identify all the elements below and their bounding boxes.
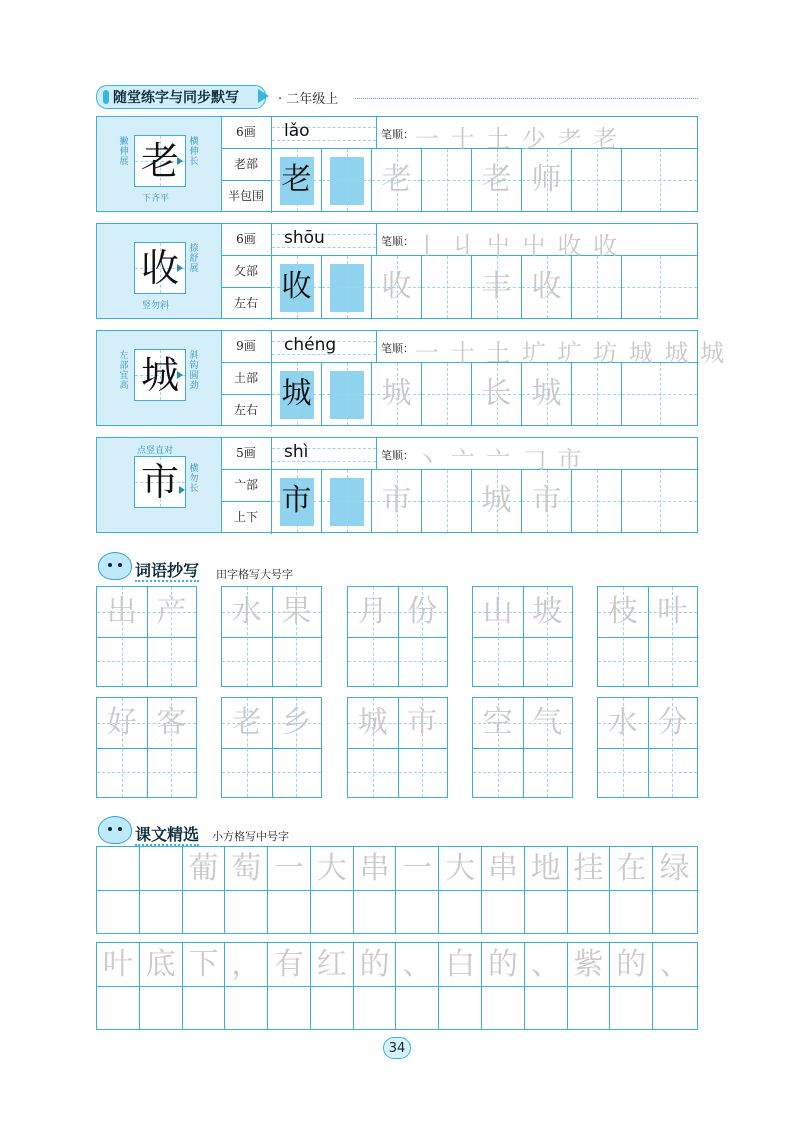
passage-line[interactable] [96,942,698,1030]
page-number: 34 [383,1037,411,1059]
trace-char: 月 [357,594,388,629]
trace-char: 老 [381,162,412,197]
practice-cell[interactable] [522,149,572,211]
trace-char: 师 [531,162,562,197]
passage-char: 的 [482,943,525,986]
practice-cell[interactable] [472,149,522,211]
structure: 左右 [221,288,272,320]
trace-char: 市 [281,483,312,518]
character-card [97,224,222,318]
character-row [96,330,727,426]
stroke-order-label: 笔顺： [381,235,414,248]
practice-cell[interactable] [572,149,622,211]
word-grid[interactable] [96,697,197,798]
passage-section-title: 课文精选 [135,825,200,844]
character-card [97,438,222,532]
words-section-title: 词语抄写 [135,561,200,580]
book-title: 随堂练字与同步默写 [113,90,239,106]
practice-cell [272,149,322,211]
model-char-box [134,456,186,508]
character-row [96,223,698,319]
practice-cell[interactable] [372,149,422,211]
trace-char: 城 [281,376,312,411]
practice-cell [272,470,322,532]
word-grid[interactable] [347,586,448,687]
word-grid[interactable] [597,586,698,687]
passage-char: 一 [268,847,311,890]
passage-line[interactable] [96,846,698,934]
stroke-order-cell [376,117,697,153]
trace-char: 市 [407,705,438,740]
stroke-count: 9画 [221,331,272,363]
trace-char: 老 [481,162,512,197]
passage-char: 、 [525,943,568,986]
practice-cell[interactable] [372,256,422,318]
pinyin-cell [272,224,376,256]
passage-char: 下 [183,943,226,986]
trace-char: 城 [481,483,512,518]
practice-grid [272,149,697,211]
passage-char: 大 [311,847,354,890]
passage-char: 紫 [568,943,611,986]
writing-tip: 左部宜高 [119,351,129,391]
trace-char: 收 [531,269,562,304]
writing-tip: 撇伸展 [119,137,129,167]
stroke-order-label: 笔顺： [381,342,414,355]
practice-cell[interactable] [522,256,572,318]
practice-cell[interactable] [422,256,472,318]
writing-tip: 点竖直对 [137,446,174,456]
passage-char: 挂 [568,847,611,890]
trace-char: 收 [381,269,412,304]
passage-char: 大 [439,847,482,890]
cat-mascot-icon [98,552,132,580]
structure: 上下 [221,502,272,534]
passage-char: 、 [659,947,690,982]
trace-char: 产 [156,594,187,629]
pinyin: lǎo [284,121,310,141]
trace-char: 老 [231,705,262,740]
trace-char: 份 [407,594,438,629]
model-char: 收 [140,246,179,290]
trace-char: 坡 [532,594,563,629]
trace-char: 长 [481,376,512,411]
pointer-icon [177,264,183,272]
trace-char: 山 [482,594,513,629]
radical: 土部 [221,363,272,395]
trace-char: 市 [531,483,562,518]
character-row [96,437,698,533]
pointer-icon [177,157,183,165]
word-grid[interactable] [221,697,322,798]
practice-cell [272,363,322,425]
character-card [97,331,222,425]
practice-cell[interactable] [322,363,372,425]
practice-cell[interactable] [572,470,622,532]
stroke-count: 5画 [221,438,272,470]
pinyin: shì [284,442,309,462]
trace-char: 丰 [481,269,512,304]
stroke-count: 6画 [221,224,272,256]
practice-cell[interactable] [622,149,697,211]
trace-char: 好 [106,705,137,740]
passage-char: 、 [397,943,440,986]
practice-grid [272,363,697,425]
practice-cell[interactable] [372,363,422,425]
character-row [96,116,698,212]
practice-cell[interactable] [422,470,472,532]
practice-cell[interactable] [372,470,422,532]
writing-tip: 捺舒展 [189,244,199,274]
passage-char: 红 [311,943,354,986]
radical: 老部 [221,149,272,181]
stroke-order: 丶 亠 亠 𠃌 市 [415,446,584,474]
word-grid[interactable] [347,697,448,798]
practice-grid [272,256,697,318]
practice-cell[interactable] [472,256,522,318]
practice-cell[interactable] [572,256,622,318]
blank-writing-row[interactable] [97,890,697,933]
trace-char: 市 [381,483,412,518]
stroke-order: 一 十 土 圹 圹 坊 城 城 城 [415,339,727,367]
passage-char: 串 [354,847,397,890]
stroke-order: 丨 丩 屮 屮 收 收 [415,232,620,260]
passage-char: 底 [140,943,183,986]
pinyin: shōu [284,228,325,248]
practice-cell[interactable] [622,470,697,532]
trace-char: 客 [156,705,187,740]
passage-char: 萄 [225,847,268,890]
writing-tip: 竖勿斜 [142,301,170,311]
trace-char: 老 [281,162,312,197]
stroke-order-label: 笔顺： [381,128,414,141]
trace-char: 出 [106,594,137,629]
words-section-subtitle: 田字格写大号字 [216,568,293,581]
word-grid[interactable] [472,697,573,798]
pinyin-cell [272,331,376,363]
structure: 半包围 [221,181,272,213]
grade-label: · 二年级上 [278,92,339,107]
practice-cell[interactable] [472,363,522,425]
practice-cell[interactable] [522,470,572,532]
writing-tip: 斜钩圆劲 [189,351,199,391]
practice-cell[interactable] [572,363,622,425]
practice-cell[interactable] [622,256,697,318]
trace-char: 果 [281,594,312,629]
practice-cell[interactable] [322,470,372,532]
passage-char: 有 [268,943,311,986]
passage-section-subtitle: 小方格写中号字 [212,830,289,843]
practice-grid [272,470,697,532]
passage-char: ， [225,943,268,986]
pinyin: chéng [284,335,337,355]
trace-char: 叶 [657,594,688,629]
writing-tip: 横勿长 [189,464,199,494]
character-card [97,117,222,211]
passage-char: 在 [610,847,653,890]
stroke-order: 一 十 土 少 耂 老 [415,125,620,153]
arrow-icon [258,89,269,103]
word-grid[interactable] [597,697,698,798]
blank-writing-row[interactable] [97,986,697,1029]
trace-char: 乡 [281,705,312,740]
radical: 亠部 [221,470,272,502]
pinyin-cell [272,438,376,470]
header-divider [355,98,698,99]
writing-tip: 下齐平 [142,194,170,204]
passage-char: 绿 [659,851,690,886]
word-grid[interactable] [221,586,322,687]
passage-char [140,847,183,890]
model-char: 市 [140,460,179,504]
passage-char: 叶 [97,943,140,986]
stroke-count: 6画 [221,117,272,149]
practice-cell[interactable] [422,363,472,425]
trace-char: 空 [482,705,513,740]
writing-tip: 横伸长 [189,137,199,167]
trace-char: 水 [607,705,638,740]
pointer-icon [179,486,185,494]
passage-char: 串 [482,847,525,890]
passage-char: 白 [439,943,482,986]
word-grid[interactable] [96,586,197,687]
practice-cell[interactable] [322,149,372,211]
stroke-order-cell [376,224,697,260]
practice-cell [272,256,322,318]
passage-char: 的 [610,943,653,986]
model-char: 老 [140,139,179,183]
practice-cell[interactable] [522,363,572,425]
trace-char: 分 [657,705,688,740]
trace-char: 枝 [607,594,638,629]
practice-cell[interactable] [622,363,697,425]
pinyin-cell [272,117,376,149]
trace-char: 城 [357,705,388,740]
trace-char: 城 [531,376,562,411]
passage-char: 葡 [183,847,226,890]
model-char: 城 [140,353,179,397]
passage-char: 地 [525,847,568,890]
passage-char [97,847,140,890]
trace-char: 城 [381,376,412,411]
passage-char: 的 [354,943,397,986]
passage-char: 一 [397,847,440,890]
stroke-order-cell [376,438,697,474]
practice-cell[interactable] [422,149,472,211]
structure: 左右 [221,395,272,427]
trace-char: 水 [231,594,262,629]
practice-cell[interactable] [322,256,372,318]
radical: 攵部 [221,256,272,288]
word-grid[interactable] [472,586,573,687]
stroke-order-label: 笔顺： [381,449,414,462]
trace-char: 收 [281,269,312,304]
pointer-icon [177,371,183,379]
panda-mascot-icon [98,816,132,844]
practice-cell[interactable] [472,470,522,532]
trace-char: 气 [532,705,563,740]
stroke-order-cell [376,331,727,367]
